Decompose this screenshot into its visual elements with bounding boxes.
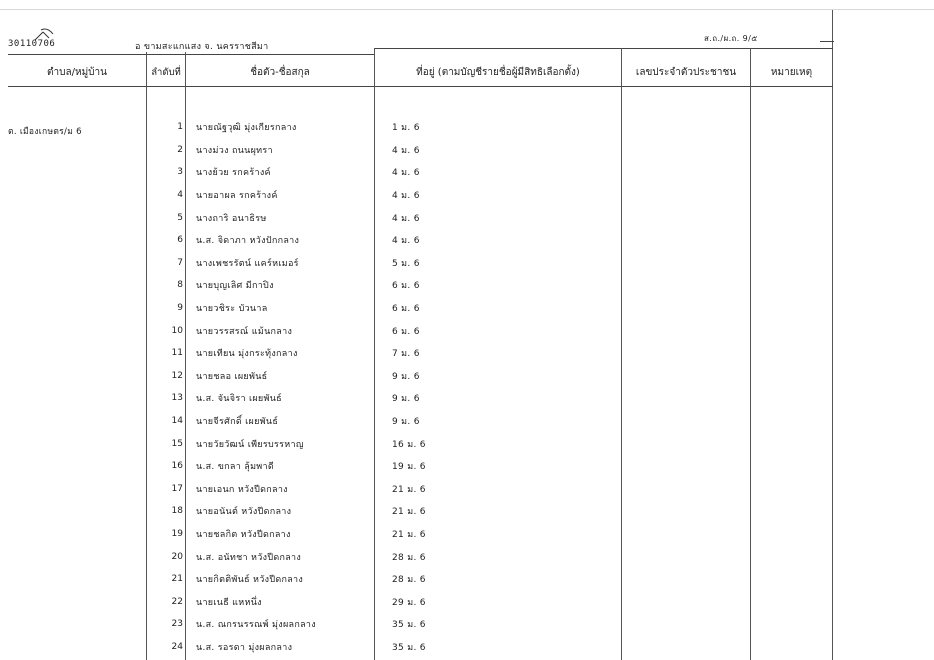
- voter-name: นายบุญเลิศ มีกาปิง: [196, 281, 274, 292]
- voter-name: นางม่วง ถนนผุทรา: [196, 145, 273, 156]
- table-row: [0, 387, 832, 410]
- table-row: [0, 545, 832, 568]
- voter-name: นายอาผล รกคร้างค์: [196, 191, 278, 202]
- table-row: [0, 342, 832, 365]
- voter-address: 35 ม. 6: [392, 643, 426, 654]
- page-top-edge: [0, 9, 934, 10]
- voter-name: นายเทียน มุ่งกระทุ้งกลาง: [196, 349, 298, 360]
- row-number: 19: [171, 529, 183, 540]
- table-row: [0, 478, 832, 501]
- voter-name: นายณัฐวุฒิ มุ่งเกียรกลาง: [196, 123, 297, 134]
- table-row: [0, 591, 832, 614]
- voter-name: นายวัยวัฒน์ เพียรบรรหาญ: [196, 439, 304, 450]
- table-row: [0, 274, 832, 297]
- page-right-border: [832, 10, 833, 660]
- table-row: [0, 252, 832, 275]
- voter-name: น.ส. รอรดา มุ่งผลกลาง: [196, 643, 293, 654]
- voter-address: 4 ม. 6: [392, 145, 420, 156]
- row-number: 9: [177, 303, 183, 314]
- row-number: 20: [171, 551, 183, 562]
- voter-name: นายวชิระ บัวนาล: [196, 304, 268, 315]
- header-rule-bottom: [8, 86, 833, 87]
- table-row: [0, 319, 832, 342]
- voter-address: 16 ม. 6: [392, 439, 426, 450]
- voter-name: นายกิตติพันธ์ หวังปีดกลาง: [196, 575, 304, 586]
- row-number: 24: [171, 642, 183, 653]
- voter-address: 4 ม. 6: [392, 236, 420, 247]
- table-row: [0, 523, 832, 546]
- voter-name: นายเอนก หวังปีดกลาง: [196, 484, 288, 495]
- row-number: 1: [177, 122, 183, 133]
- voter-name: นายอนันต์ หวังปีดกลาง: [196, 507, 292, 518]
- header-rule-top: [375, 48, 833, 49]
- voter-name: นายจีรศักดิ์ เผยพันธ์: [196, 417, 279, 428]
- voter-name: นายชลอ เผยพันธ์: [196, 371, 268, 382]
- row-number: 7: [177, 257, 183, 268]
- village-label: ต. เมืองเกษตร/ม 6: [8, 127, 82, 137]
- form-page-number: ส.ถ./ผ.ถ. 9/๕: [704, 34, 758, 43]
- voter-address: 19 ม. 6: [392, 462, 426, 473]
- table-row: [0, 161, 832, 184]
- row-number: 22: [171, 596, 183, 607]
- voter-address: 4 ม. 6: [392, 168, 420, 179]
- row-number: 5: [177, 212, 183, 223]
- row-number: 12: [171, 370, 183, 381]
- row-number: 11: [171, 348, 183, 359]
- row-number: 17: [171, 483, 183, 494]
- voter-address: 21 ม. 6: [392, 530, 426, 541]
- column-heading-village: ตำบล/หมู่บ้าน: [47, 66, 107, 78]
- row-number: 4: [177, 190, 183, 201]
- row-number: 3: [177, 167, 183, 178]
- row-number: 23: [171, 619, 183, 630]
- voter-address: 1 ม. 6: [392, 123, 420, 134]
- table-row: [0, 636, 832, 659]
- column-heading-id: เลขประจำตัวประชาชน: [635, 66, 737, 78]
- voter-name: นางถาริ อนาธิรษ: [196, 213, 267, 224]
- voter-name: น.ส. จิดาภา หวังปักกลาง: [196, 236, 300, 247]
- table-row: [0, 139, 832, 162]
- column-heading-address: ที่อยู่ (ตามบัญชีรายชื่อผู้มีสิทธิเลือกตั้ง): [416, 66, 580, 78]
- row-number: 16: [171, 461, 183, 472]
- voter-name: นางเพชรรัตน์ แคร์หเมอร์: [196, 258, 299, 269]
- voter-address: 7 ม. 6: [392, 349, 420, 360]
- voter-name: นายชลกิต หวังปีดกลาง: [196, 530, 291, 541]
- voter-address: 9 ม. 6: [392, 417, 420, 428]
- voter-address: 9 ม. 6: [392, 394, 420, 405]
- table-row: [0, 410, 832, 433]
- voter-address: 9 ม. 6: [392, 371, 420, 382]
- voter-name: น.ส. ณกรนรรณพ์ มุ่งผลกลาง: [196, 620, 316, 631]
- voter-address: 35 ม. 6: [392, 620, 426, 631]
- voter-name: นางย้วย รกคร้างค์: [196, 168, 271, 179]
- table-row: [0, 229, 832, 252]
- row-number: 14: [171, 416, 183, 427]
- row-number: 2: [177, 144, 183, 155]
- voter-name: นายวรรสรณ์ แม้นกลาง: [196, 326, 293, 337]
- table-row: [0, 500, 832, 523]
- voter-address: 4 ม. 6: [392, 213, 420, 224]
- voter-address: 28 ม. 6: [392, 552, 426, 563]
- document-code: 30110706: [8, 39, 56, 49]
- row-number: 13: [171, 393, 183, 404]
- table-row: [0, 432, 832, 455]
- row-number: 15: [171, 438, 183, 449]
- column-heading-number: ลำดับที่: [151, 66, 181, 78]
- district-province: อ ขามสะแกแสง จ. นครราชสีมา: [135, 42, 269, 52]
- voter-address: 21 ม. 6: [392, 507, 426, 518]
- table-row: [0, 184, 832, 207]
- table-row: [0, 455, 832, 478]
- voter-address: 21 ม. 6: [392, 484, 426, 495]
- row-number: 10: [171, 325, 183, 336]
- table-row: [0, 365, 832, 388]
- voter-name: น.ส. ขกลา ลุ้มพาดี: [196, 462, 275, 473]
- row-number: 21: [171, 574, 183, 585]
- column-heading-note: หมายเหตุ: [770, 66, 813, 78]
- voter-address: 5 ม. 6: [392, 258, 420, 269]
- row-number: 8: [177, 280, 183, 291]
- voter-address: 4 ม. 6: [392, 191, 420, 202]
- header-rule-top-stub: [820, 41, 834, 42]
- row-number: 18: [171, 506, 183, 517]
- column-heading-name: ชื่อตัว-ชื่อสกุล: [250, 66, 310, 78]
- table-row: [0, 206, 832, 229]
- voter-name: น.ส. อนัทชา หวังปีดกลาง: [196, 552, 302, 563]
- header-rule-top-left: [8, 54, 374, 55]
- voter-address: 29 ม. 6: [392, 597, 426, 608]
- table-row: [0, 297, 832, 320]
- voter-address: 6 ม. 6: [392, 304, 420, 315]
- table-row: [0, 568, 832, 591]
- row-number: 6: [177, 235, 183, 246]
- voter-address: 6 ม. 6: [392, 326, 420, 337]
- voter-address: 6 ม. 6: [392, 281, 420, 292]
- table-row: [0, 613, 832, 636]
- voter-name: นายเนธี แหหนึ่ง: [196, 597, 262, 608]
- table-row: [0, 116, 832, 139]
- voter-address: 28 ม. 6: [392, 575, 426, 586]
- voter-name: น.ส. จันจิรา เผยพันธ์: [196, 394, 282, 405]
